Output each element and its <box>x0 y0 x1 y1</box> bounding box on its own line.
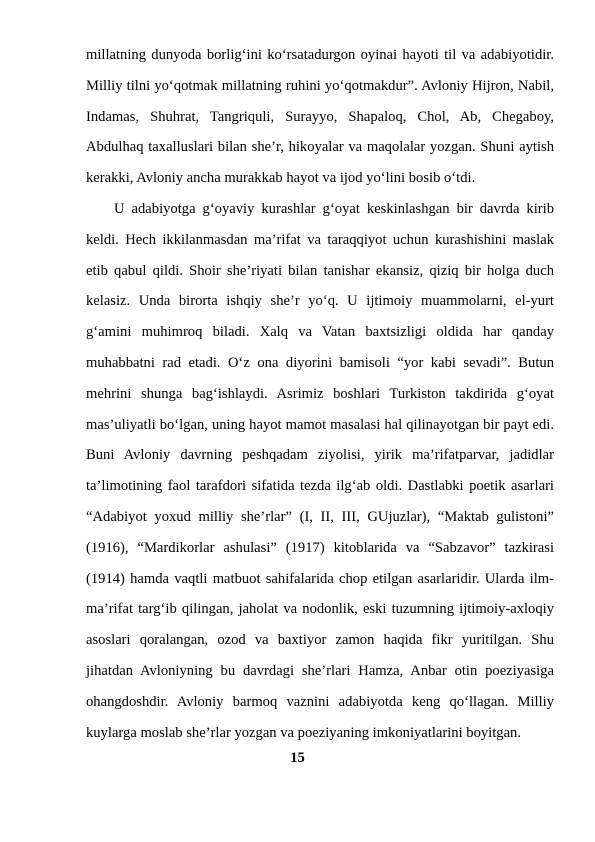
paragraph-main: U adabiyotga g‘oyaviy kurashlar g‘oyat keskinlashgan bir davrda kirib keldi. Hech ikkilanmasdan ma’rifat va taraqqiyot uchun kurashishini maslak etib qabul qildi. Shoir she’riyati bilan tanishar ekansiz, qiziq bir holga duch kelasiz. Unda birorta ishqiy she’r yo‘q. U ijtimoiy muammolarni, el-yurt g‘amini muhimroq biladi. Xalq va Vatan baxtsizligi oldida har qanday muhabbatni rad etadi. O‘z ona diyorini bamisoli “yor kabi sevadi”. Butun mehrini shunga bag‘ishlaydi. Asrimiz boshlari Turkiston takdirida g‘oyat mas’uliyatli bo‘lgan, uning hayot mamot masalasi hal qilinayotgan bir payt edi. Buni Avloniy davrning peshqadam ziyolisi, yirik ma’rifatparvar, jadidlar ta’limotining faol tarafdori sifatida tezda ilg‘ab oldi. Dastlabki poetik asarlari “Adabiyot yoxud milliy she’rlar” (I, II, III, GUjuzlar), “Maktab gulistoni” (1916), “Mardikorlar ashulasi” (1917) kitoblarida va “Sabzavor” tazkirasi (1914) hamda vaqtli matbuot sahifalarida chop etilgan asarlaridir. Ularda ilm-ma’rifat targ‘ib qilingan, jaholat va nodonlik, eski tuzumning ijtimoiy-axloqiy asoslari qoralangan, ozod va baxtiyor zamon haqida fikr yuritilgan. Shu jihatdan Avloniyning bu davrdagi she’rlari Hamza, Anbar otin poeziyasiga ohangdoshdir. Avloniy barmoq vaznini adabiyotda keng qo‘llagan. Milliy kuylarga moslab she’rlar yozgan va poeziyaning imkoniyatlarini boyitgan. <box>86 200 554 741</box>
body-text <box>86 40 554 748</box>
paragraph-continuation: millatning dunyoda borlig‘ini ko‘rsatadurgon oyinai hayoti til va adabiyotidir. Milliy tilni yo‘qotmak millatning ruhini yo‘qotmakdur”. Avloniy Hijron, Nabil, Indamas, Shuhrat, Tangriquli, Surayyo, Shapaloq, Chol, Ab, Chegaboy, Abdulhaq taxalluslari bilan she’r, hikoyalar va maqolalar yozgan. Shuni aytish kerakki, Avloniy ancha murakkab hayot va ijod yo‘lini bosib o‘tdi. <box>86 47 554 187</box>
page-number: 15 <box>290 750 305 766</box>
